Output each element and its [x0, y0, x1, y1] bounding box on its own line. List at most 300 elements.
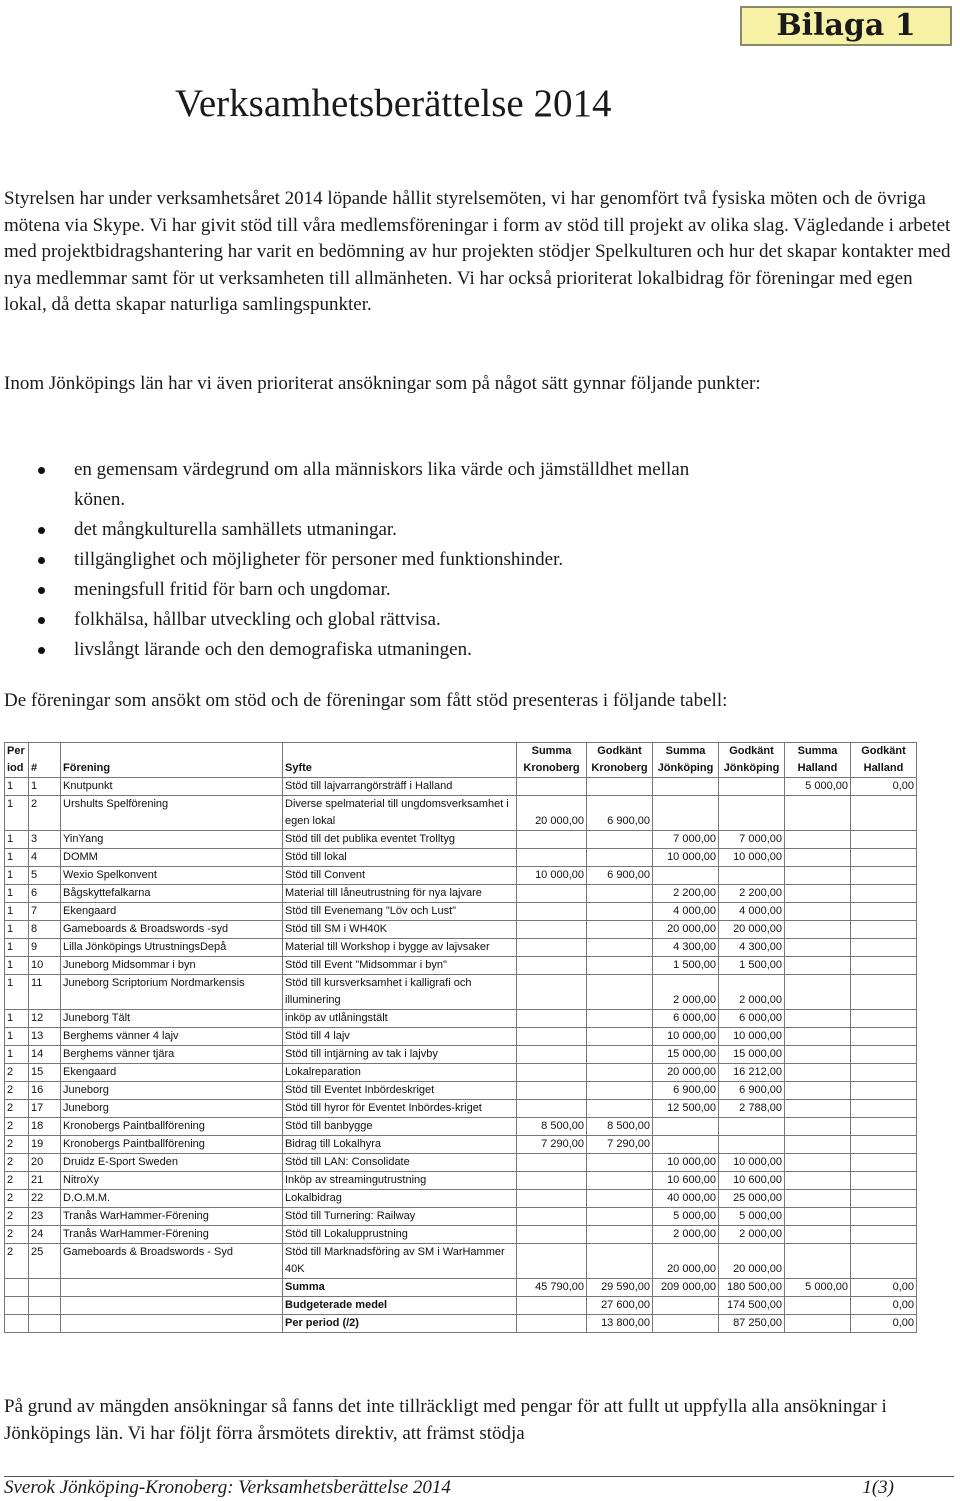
table-cell: Berghems vänner 4 lajv — [61, 1028, 283, 1046]
table-cell — [785, 1172, 851, 1190]
table-cell: Kronobergs Paintballförening — [61, 1136, 283, 1154]
table-row — [5, 1028, 917, 1046]
table-row — [5, 957, 917, 975]
table-cell — [785, 975, 851, 1010]
table-cell: 1 — [5, 1028, 29, 1046]
table-cell: Wexio Spelkonvent — [61, 867, 283, 885]
table-row — [5, 939, 917, 957]
summary-cell: Per period (/2) — [283, 1315, 517, 1333]
table-cell: 10 000,00 — [719, 1154, 785, 1172]
summary-cell: 27 600,00 — [587, 1297, 653, 1315]
table-cell: 4 300,00 — [719, 939, 785, 957]
table-row — [5, 903, 917, 921]
table-row — [5, 1208, 917, 1226]
table-cell: 5 000,00 — [653, 1208, 719, 1226]
table-cell — [517, 975, 587, 1010]
table-cell: 2 000,00 — [653, 975, 719, 1010]
table-cell: 6 900,00 — [587, 796, 653, 831]
table-cell: 2 — [5, 1226, 29, 1244]
table-cell — [785, 885, 851, 903]
table-row — [5, 1046, 917, 1064]
table-cell — [851, 796, 917, 831]
table-cell — [785, 1154, 851, 1172]
table-row — [5, 867, 917, 885]
table-cell: 2 — [5, 1118, 29, 1136]
column-header: Godkänt Jönköping — [719, 743, 785, 778]
list-item: tillgänglighet och möjligheter för personer med funktionshinder. — [38, 545, 689, 575]
table-cell: 2 200,00 — [653, 885, 719, 903]
list-item: en gemensam värdegrund om alla människors lika värde och jämställdhet mellan — [38, 455, 689, 485]
table-cell: 6 900,00 — [587, 867, 653, 885]
column-header: Förening — [61, 743, 283, 778]
table-cell — [719, 1118, 785, 1136]
table-cell: DOMM — [61, 849, 283, 867]
table-cell: Ekengaard — [61, 1064, 283, 1082]
table-cell — [587, 957, 653, 975]
empty-cell — [29, 1279, 61, 1297]
table-cell: Juneborg Midsommar i byn — [61, 957, 283, 975]
table-cell — [587, 1154, 653, 1172]
table-cell: 1 — [5, 867, 29, 885]
table-cell — [719, 796, 785, 831]
table-cell — [587, 778, 653, 796]
table-cell: 1 — [5, 921, 29, 939]
table-cell: 14 — [29, 1046, 61, 1064]
table-cell: 12 500,00 — [653, 1100, 719, 1118]
table-cell — [785, 1028, 851, 1046]
table-cell — [851, 1208, 917, 1226]
table-cell: 1 — [29, 778, 61, 796]
table-cell: Stöd till lokal — [283, 849, 517, 867]
table-cell — [517, 778, 587, 796]
table-cell — [587, 1208, 653, 1226]
table-cell: Knutpunkt — [61, 778, 283, 796]
table-row — [5, 1226, 917, 1244]
table-cell — [517, 939, 587, 957]
table-cell — [587, 1010, 653, 1028]
summary-cell: 0,00 — [851, 1279, 917, 1297]
table-row — [5, 849, 917, 867]
table-cell: Lokalreparation — [283, 1064, 517, 1082]
table-cell: 12 — [29, 1010, 61, 1028]
table-cell: 20 000,00 — [653, 1064, 719, 1082]
table-row — [5, 975, 917, 1010]
table-cell: 16 212,00 — [719, 1064, 785, 1082]
table-cell: Inköp av streamingutrustning — [283, 1172, 517, 1190]
table-cell: 16 — [29, 1082, 61, 1100]
table-cell: 1 — [5, 975, 29, 1010]
table-row — [5, 1064, 917, 1082]
table-cell — [517, 1082, 587, 1100]
table-cell: 24 — [29, 1226, 61, 1244]
table-cell — [785, 796, 851, 831]
table-cell — [851, 1190, 917, 1208]
table-cell — [587, 1244, 653, 1279]
document-title: Verksamhetsberättelse 2014 — [175, 82, 612, 125]
column-header: Summa Kronoberg — [517, 743, 587, 778]
summary-row — [5, 1297, 917, 1315]
table-cell — [653, 1136, 719, 1154]
table-cell: Kronobergs Paintballförening — [61, 1118, 283, 1136]
bullet-icon — [38, 467, 45, 474]
priority-list — [38, 455, 689, 665]
table-cell — [587, 903, 653, 921]
column-header: Syfte — [283, 743, 517, 778]
summary-cell: 0,00 — [851, 1297, 917, 1315]
table-cell: 1 — [5, 957, 29, 975]
table-row — [5, 1100, 917, 1118]
table-cell — [653, 867, 719, 885]
table-cell: 2 — [5, 1208, 29, 1226]
summary-cell: 5 000,00 — [785, 1279, 851, 1297]
table-cell — [785, 1136, 851, 1154]
table-intro: De föreningar som ansökt om stöd och de föreningar som fått stöd presenteras i följande tabell: — [4, 690, 728, 711]
table-cell: 2 — [29, 796, 61, 831]
table-cell: NitroXy — [61, 1172, 283, 1190]
table-cell — [851, 1118, 917, 1136]
table-cell — [587, 885, 653, 903]
table-cell: 10 000,00 — [719, 1028, 785, 1046]
table-cell: 10 600,00 — [653, 1172, 719, 1190]
table-cell — [517, 1010, 587, 1028]
table-cell — [517, 957, 587, 975]
list-item: det mångkulturella samhällets utmaningar. — [38, 515, 689, 545]
table-cell: 2 — [5, 1064, 29, 1082]
table-cell — [785, 957, 851, 975]
table-cell — [653, 1118, 719, 1136]
table-cell — [719, 867, 785, 885]
table-cell: 4 — [29, 849, 61, 867]
table-cell — [851, 1244, 917, 1279]
table-cell: Stöd till lajvarrangörsträff i Halland — [283, 778, 517, 796]
table-cell: Material till Workshop i bygge av lajvsaker — [283, 939, 517, 957]
table-cell: YinYang — [61, 831, 283, 849]
table-cell: Stöd till kursverksamhet i kalligrafi och illuminering — [283, 975, 517, 1010]
bullet-icon — [38, 557, 45, 564]
table-cell — [587, 849, 653, 867]
empty-cell — [61, 1279, 283, 1297]
table-cell: 21 — [29, 1172, 61, 1190]
table-cell: 20 000,00 — [719, 921, 785, 939]
table-cell: 22 — [29, 1190, 61, 1208]
empty-cell — [61, 1297, 283, 1315]
table-cell — [851, 1010, 917, 1028]
table-cell: 6 000,00 — [719, 1010, 785, 1028]
table-cell — [517, 1154, 587, 1172]
table-cell — [851, 1082, 917, 1100]
table-cell: 40 000,00 — [653, 1190, 719, 1208]
grants-table — [4, 742, 917, 1333]
page-number: 1(3) — [862, 1477, 894, 1498]
table-cell — [517, 1226, 587, 1244]
table-cell: 10 000,00 — [653, 1154, 719, 1172]
table-cell: 1 — [5, 796, 29, 831]
table-row — [5, 1154, 917, 1172]
table-cell — [851, 1100, 917, 1118]
table-cell: 10 000,00 — [517, 867, 587, 885]
table-cell: 20 — [29, 1154, 61, 1172]
table-cell — [517, 1100, 587, 1118]
table-cell: 18 — [29, 1118, 61, 1136]
bullet-icon — [38, 647, 45, 654]
table-cell: 15 000,00 — [653, 1046, 719, 1064]
table-cell: 1 — [5, 1046, 29, 1064]
table-cell: Lilla Jönköpings UtrustningsDepå — [61, 939, 283, 957]
table-cell — [719, 1136, 785, 1154]
table-cell: 10 000,00 — [653, 849, 719, 867]
summary-cell: 0,00 — [851, 1315, 917, 1333]
table-row — [5, 796, 917, 831]
table-cell — [851, 849, 917, 867]
table-cell: Stöd till Eventet Inbördeskriget — [283, 1082, 517, 1100]
table-cell: 0,00 — [851, 778, 917, 796]
table-cell — [587, 1028, 653, 1046]
table-cell: 2 — [5, 1136, 29, 1154]
table-cell — [785, 831, 851, 849]
table-cell — [587, 1226, 653, 1244]
table-cell: 7 290,00 — [517, 1136, 587, 1154]
table-cell: 19 — [29, 1136, 61, 1154]
table-cell — [587, 975, 653, 1010]
table-cell — [785, 1244, 851, 1279]
table-cell: Stöd till SM i WH40K — [283, 921, 517, 939]
table-cell: Stöd till Turnering: Railway — [283, 1208, 517, 1226]
table-header-row — [5, 743, 917, 778]
footer-title: Sverok Jönköping-Kronoberg: Verksamhetsberättelse 2014 — [4, 1477, 451, 1498]
table-cell: 2 — [5, 1082, 29, 1100]
priority-paragraph: Inom Jönköpings län har vi även prioriterat ansökningar som på något sätt gynnar följande punkter: — [4, 373, 761, 394]
table-cell: 4 000,00 — [719, 903, 785, 921]
table-cell: 20 000,00 — [653, 1244, 719, 1279]
table-cell: 4 300,00 — [653, 939, 719, 957]
table-cell: 5 000,00 — [785, 778, 851, 796]
table-cell: Juneborg — [61, 1100, 283, 1118]
table-cell: Bidrag till Lokalhyra — [283, 1136, 517, 1154]
table-cell — [851, 885, 917, 903]
table-cell: 15 — [29, 1064, 61, 1082]
table-cell: Stöd till Evenemang "Löv och Lust" — [283, 903, 517, 921]
table-cell: 1 — [5, 903, 29, 921]
bullet-icon — [38, 527, 45, 534]
table-cell — [785, 939, 851, 957]
empty-cell — [61, 1315, 283, 1333]
table-cell — [851, 1064, 917, 1082]
table-row — [5, 921, 917, 939]
table-cell: 5 — [29, 867, 61, 885]
column-header: # — [29, 743, 61, 778]
summary-cell: 45 790,00 — [517, 1279, 587, 1297]
table-cell: 1 — [5, 778, 29, 796]
table-cell — [785, 1190, 851, 1208]
table-cell: 20 000,00 — [517, 796, 587, 831]
table-cell: 2 — [5, 1244, 29, 1279]
table-cell — [587, 1046, 653, 1064]
table-cell — [785, 867, 851, 885]
table-cell: Stöd till intjärning av tak i lajvby — [283, 1046, 517, 1064]
table-cell: 10 000,00 — [653, 1028, 719, 1046]
table-cell — [587, 1190, 653, 1208]
table-row — [5, 1118, 917, 1136]
table-row — [5, 831, 917, 849]
table-cell: 10 — [29, 957, 61, 975]
table-cell: 20 000,00 — [653, 921, 719, 939]
summary-cell — [785, 1315, 851, 1333]
table-cell — [587, 1172, 653, 1190]
table-cell: 1 — [5, 831, 29, 849]
table-cell — [517, 831, 587, 849]
table-cell: Stöd till hyror för Eventet Inbördes-kriget — [283, 1100, 517, 1118]
table-cell: Berghems vänner tjära — [61, 1046, 283, 1064]
list-item: livslångt lärande och den demografiska utmaningen. — [38, 635, 689, 665]
table-cell — [851, 903, 917, 921]
table-cell — [653, 796, 719, 831]
table-cell: Stöd till Event "Midsommar i byn" — [283, 957, 517, 975]
table-cell: 2 000,00 — [719, 975, 785, 1010]
table-cell: 25 — [29, 1244, 61, 1279]
empty-cell — [5, 1279, 29, 1297]
table-cell — [851, 1028, 917, 1046]
table-row — [5, 778, 917, 796]
column-header: Godkänt Halland — [851, 743, 917, 778]
table-cell — [517, 1028, 587, 1046]
list-item: meningsfull fritid för barn och ungdomar. — [38, 575, 689, 605]
table-row — [5, 1190, 917, 1208]
summary-cell: 87 250,00 — [719, 1315, 785, 1333]
table-cell: 2 000,00 — [653, 1226, 719, 1244]
table-cell: 13 — [29, 1028, 61, 1046]
table-cell: 20 000,00 — [719, 1244, 785, 1279]
table-cell — [517, 849, 587, 867]
table-cell: 9 — [29, 939, 61, 957]
table-cell — [587, 921, 653, 939]
table-cell: 2 — [5, 1100, 29, 1118]
table-cell — [851, 921, 917, 939]
table-cell: Juneborg Tält — [61, 1010, 283, 1028]
bullet-icon — [38, 587, 45, 594]
table-cell: 8 — [29, 921, 61, 939]
table-cell: 3 — [29, 831, 61, 849]
table-cell: inköp av utlåningstält — [283, 1010, 517, 1028]
table-cell — [785, 1118, 851, 1136]
summary-cell: 13 800,00 — [587, 1315, 653, 1333]
page-footer — [4, 1476, 954, 1499]
table-cell: Urshults Spelförening — [61, 796, 283, 831]
table-row — [5, 1010, 917, 1028]
table-cell — [851, 1154, 917, 1172]
table-cell: 10 000,00 — [719, 849, 785, 867]
table-cell: Stöd till Lokalupprustning — [283, 1226, 517, 1244]
table-cell: Lokalbidrag — [283, 1190, 517, 1208]
summary-cell — [653, 1297, 719, 1315]
table-cell: Stöd till Marknadsföring av SM i WarHammer 40K — [283, 1244, 517, 1279]
table-cell: 1 — [5, 1010, 29, 1028]
table-cell — [517, 1172, 587, 1190]
summary-cell — [653, 1315, 719, 1333]
table-cell — [587, 939, 653, 957]
table-cell — [785, 903, 851, 921]
table-cell: Stöd till banbygge — [283, 1118, 517, 1136]
table-cell: Stöd till LAN: Consolidate — [283, 1154, 517, 1172]
table-cell — [785, 1064, 851, 1082]
table-cell — [587, 1100, 653, 1118]
table-cell: Juneborg Scriptorium Nordmarkensis — [61, 975, 283, 1010]
table-cell — [851, 957, 917, 975]
table-cell — [517, 1190, 587, 1208]
table-cell: 25 000,00 — [719, 1190, 785, 1208]
table-cell — [517, 885, 587, 903]
table-cell: 1 500,00 — [653, 957, 719, 975]
summary-cell: 209 000,00 — [653, 1279, 719, 1297]
table-cell — [517, 921, 587, 939]
column-header: Godkänt Kronoberg — [587, 743, 653, 778]
table-cell: 7 000,00 — [653, 831, 719, 849]
table-cell: 17 — [29, 1100, 61, 1118]
table-cell — [785, 1010, 851, 1028]
empty-cell — [5, 1297, 29, 1315]
table-cell: Gameboards & Broadswords - Syd — [61, 1244, 283, 1279]
table-cell: 1 — [5, 939, 29, 957]
table-cell: Gameboards & Broadswords -syd — [61, 921, 283, 939]
summary-cell: 174 500,00 — [719, 1297, 785, 1315]
table-cell — [851, 939, 917, 957]
table-cell: 15 000,00 — [719, 1046, 785, 1064]
table-cell: 5 000,00 — [719, 1208, 785, 1226]
column-header: Summa Halland — [785, 743, 851, 778]
table-cell: Ekengaard — [61, 903, 283, 921]
table-cell: 10 600,00 — [719, 1172, 785, 1190]
table-cell — [851, 831, 917, 849]
table-cell: Tranås WarHammer-Förening — [61, 1226, 283, 1244]
table-cell: 6 — [29, 885, 61, 903]
table-cell: Tranås WarHammer-Förening — [61, 1208, 283, 1226]
table-cell — [785, 1226, 851, 1244]
table-cell: 2 — [5, 1154, 29, 1172]
table-cell: 2 — [5, 1190, 29, 1208]
column-header: Summa Jönköping — [653, 743, 719, 778]
table-row — [5, 885, 917, 903]
table-cell: 6 900,00 — [653, 1082, 719, 1100]
table-row — [5, 1136, 917, 1154]
table-cell — [587, 831, 653, 849]
table-cell: 23 — [29, 1208, 61, 1226]
intro-paragraph: Styrelsen har under verksamhetsåret 2014 löpande hållit styrelsemöten, vi har genomfört två fysiska möten och de övriga mötena via Skype. Vi har givit stöd till våra medlemsföreningar i form av stöd till projekt av olika slag. Vägledande i arbetet med projektbidragshantering har varit en bedömning av hur projekten stödjer Spelkulturen och hur det skapar kontakter med nya medlemmar samt för ut verksamheten till allmänheten. Vi har också prioriterat lokalbidrag för föreningar med egen lokal, då detta skapar naturliga samlingspunkter. — [4, 188, 951, 315]
table-cell: Bågskyttefalkarna — [61, 885, 283, 903]
table-cell: 2 000,00 — [719, 1226, 785, 1244]
table-cell: 1 — [5, 849, 29, 867]
attachment-badge: Bilaga 1 — [740, 6, 952, 46]
table-cell — [517, 903, 587, 921]
summary-cell — [785, 1297, 851, 1315]
table-cell: Stöd till 4 lajv — [283, 1028, 517, 1046]
table-cell — [587, 1082, 653, 1100]
table-cell — [517, 1244, 587, 1279]
table-cell: 7 — [29, 903, 61, 921]
table-cell: Stöd till det publika eventet Trolltyg — [283, 831, 517, 849]
table-cell: 8 500,00 — [587, 1118, 653, 1136]
table-cell — [851, 867, 917, 885]
table-cell: 4 000,00 — [653, 903, 719, 921]
summary-cell: 180 500,00 — [719, 1279, 785, 1297]
empty-cell — [29, 1297, 61, 1315]
table-cell: 6 000,00 — [653, 1010, 719, 1028]
table-cell — [851, 1172, 917, 1190]
table-row — [5, 1172, 917, 1190]
table-cell — [719, 778, 785, 796]
table-cell: 11 — [29, 975, 61, 1010]
table-cell — [851, 1226, 917, 1244]
summary-row — [5, 1279, 917, 1297]
list-item: folkhälsa, hållbar utveckling och global rättvisa. — [38, 605, 689, 635]
